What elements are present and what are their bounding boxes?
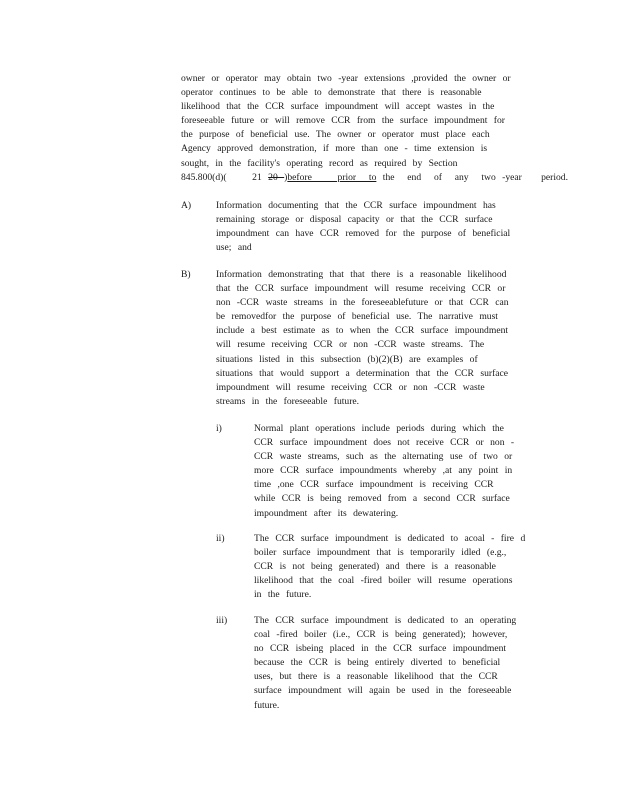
text-line: impoundment can have CCR removed for the purpose of beneficial	[216, 228, 511, 240]
text-line: include a best estimate as to when the CCR surface impoundment	[216, 325, 509, 337]
text-line: CCR surface impoundment does not receive CCR or non -	[254, 437, 515, 449]
text-line: Information demonstrating that that there is a reasonable likelihood	[216, 269, 507, 280]
text-line: future.	[254, 699, 280, 711]
text-line: Agency approved demonstration, if more than one - time extension is	[181, 143, 488, 155]
subitem-label-i: i)	[216, 423, 222, 434]
text-line: impoundment will resume receiving CCR or non -CCR waste	[216, 381, 485, 393]
text-line: sought, in the facility's operating record as required by Section	[181, 157, 458, 169]
text-line: the purpose of beneficial use. The owner or operator must place each	[181, 129, 490, 141]
citation-text: 845.800(d)( 21	[181, 171, 269, 183]
inserted-text-content: before prior to	[287, 171, 377, 183]
item-b-text	[216, 268, 536, 409]
subitem-i-text	[254, 422, 537, 521]
text-line: CCR is not being generated) and there is a reasonable	[254, 561, 496, 573]
text-line: owner or operator may obtain two -year extensions ,provided the owner or	[181, 73, 511, 84]
text-line: non -CCR waste streams in the foreseeablefuture or that CCR can	[216, 297, 509, 309]
subitem-ii-text	[254, 532, 537, 602]
text-line: more CCR surface impoundments whereby ,at any point in	[254, 465, 513, 477]
subitem-label-ii: ii)	[216, 533, 225, 544]
text-line: situations listed in this subsection (b)(2)(B) are examples of	[216, 353, 478, 365]
text-line: because the CCR is being entirely diverted to beneficial	[254, 657, 501, 669]
item-a-text	[216, 199, 534, 255]
closing-paren: )	[284, 171, 288, 183]
text-line: operator continues to be able to demonstrate that there is reasonable	[181, 87, 482, 99]
text-line: situations that would support a determination that the CCR surface	[216, 367, 509, 379]
intro-paragraph	[181, 72, 568, 185]
text-line: likelihood that the CCR surface impoundment will accept wastes in the	[181, 101, 495, 113]
text-line: Normal plant operations include periods during which the	[254, 423, 504, 434]
text-line: use; and	[216, 242, 252, 254]
text-line: streams in the foreseeable future.	[216, 395, 360, 407]
subitem-iii-text	[254, 614, 537, 713]
item-label-b: B)	[181, 269, 191, 280]
text-line: boiler surface impoundment that is temporarily idled (e.g.,	[254, 547, 507, 559]
item-label-a: A)	[181, 200, 192, 211]
text-line: uses, but there is a reasonable likelihood that the CCR	[254, 671, 498, 683]
text-line: in the future.	[254, 589, 312, 601]
text-line: The CCR surface impoundment is dedicated to an operating	[254, 615, 517, 626]
inserted-text	[287, 172, 376, 183]
text-line: that the CCR surface impoundment will resume receiving CCR or	[216, 283, 506, 295]
text-line: Information documenting that the CCR surface impoundment has	[216, 200, 496, 211]
text-line: while CCR is being removed from a second CCR surface	[254, 493, 510, 505]
text-line: be removedfor the purpose of beneficial use. The narrative must	[216, 311, 498, 323]
text-line-amended	[181, 171, 568, 185]
text-line: will resume receiving CCR or non -CCR waste streams. The	[216, 339, 485, 351]
text-line: remaining storage or disposal capacity or that the CCR surface	[216, 214, 493, 226]
text-line: no CCR isbeing placed in the CCR surface impoundment	[254, 643, 507, 655]
text-line: likelihood that the coal -fired boiler will resume operations	[254, 575, 513, 587]
trailing-text: the end of any two -year period.	[376, 171, 568, 183]
text-line: coal -fired boiler (i.e., CCR is being generated); however,	[254, 629, 508, 641]
text-line: time ,one CCR surface impoundment is receiving CCR	[254, 479, 494, 491]
subitem-label-iii: iii)	[216, 615, 228, 626]
text-line: surface impoundment will again be used in the foreseeable	[254, 685, 512, 697]
text-line: The CCR surface impoundment is dedicated to acoal - fire d	[254, 533, 526, 544]
struck-text: 20	[268, 171, 285, 183]
text-line: CCR waste streams, such as the alternating use of two or	[254, 451, 513, 463]
text-line: impoundment after its dewatering.	[254, 507, 399, 519]
text-line: foreseeable future or will remove CCR from the surface impoundment for	[181, 115, 505, 127]
